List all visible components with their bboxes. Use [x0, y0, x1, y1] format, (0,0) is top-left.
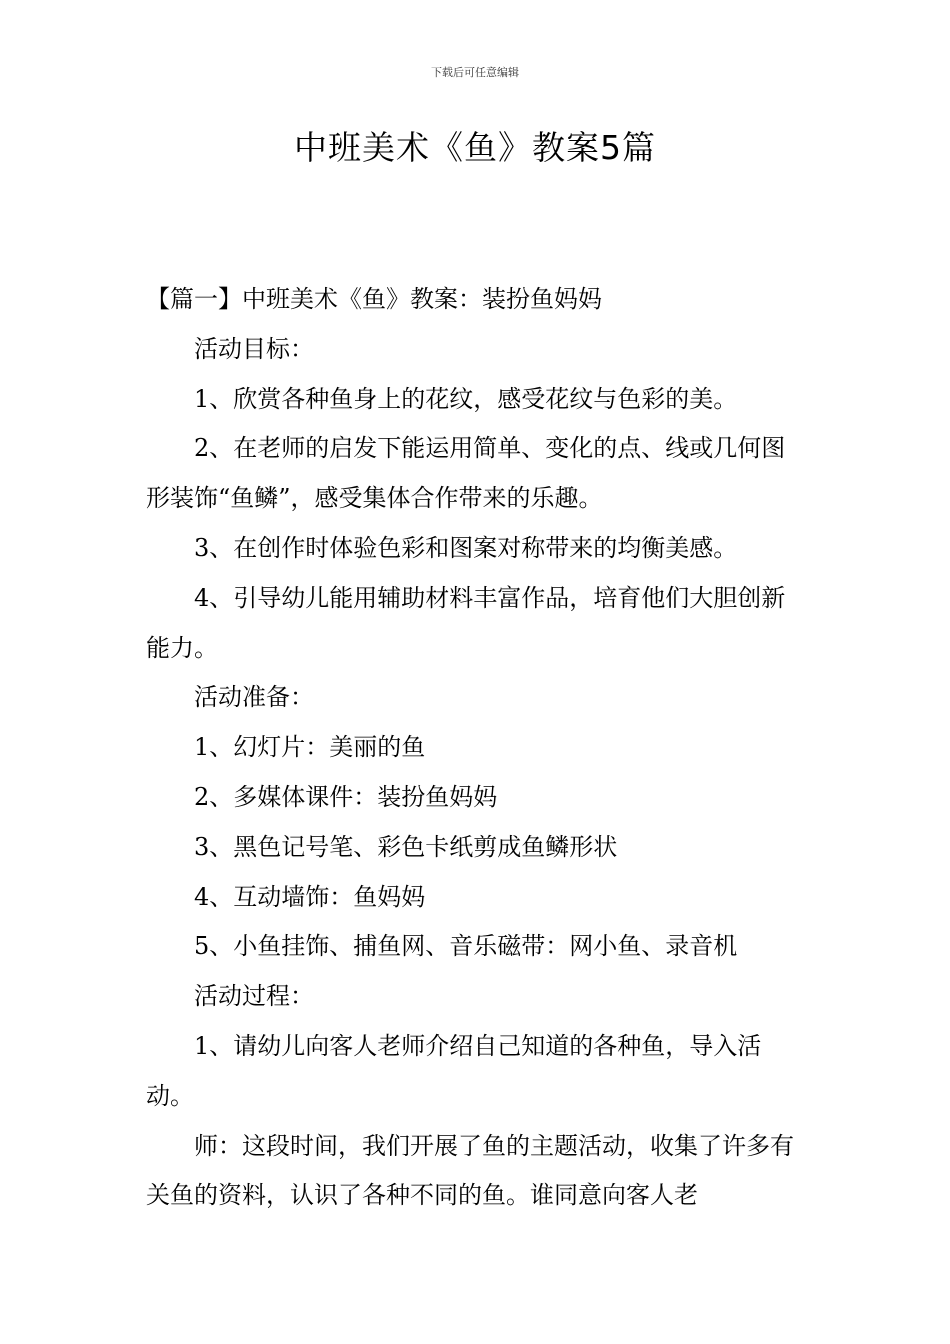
header-note: 下载后可任意编辑 [431, 66, 519, 79]
paragraph: 3、在创作时体验色彩和图案对称带来的均衡美感。 [194, 533, 738, 562]
document-body [146, 275, 806, 1221]
paragraph: 5、小鱼挂饰、捕鱼网、音乐磁带：网小鱼、录音机 [194, 932, 738, 961]
section-heading: 【篇一】中班美术《鱼》教案：装扮鱼妈妈 [146, 285, 602, 313]
paragraph: 师：这段时间，我们开展了鱼的主题活动，收集了许多有关鱼的资料，认识了各种不同的鱼。谁同意向客人老 [146, 1131, 794, 1210]
paragraph: 1、请幼儿向客人老师介绍自己知道的各种鱼，导入活动。 [146, 1031, 762, 1110]
document-title: 中班美术《鱼》教案5篇 [294, 128, 656, 167]
paragraph: 1、欣赏各种鱼身上的花纹，感受花纹与色彩的美。 [194, 384, 738, 413]
paragraph: 活动过程： [194, 982, 314, 1011]
paragraph: 3、黑色记号笔、彩色卡纸剪成鱼鳞形状 [194, 832, 618, 861]
paragraph: 2、在老师的启发下能运用简单、变化的点、线或几何图形装饰“鱼鳞”，感受集体合作带来的乐趣。 [146, 434, 786, 513]
paragraph: 活动目标： [194, 334, 314, 363]
paragraph: 2、多媒体课件：装扮鱼妈妈 [194, 782, 498, 811]
paragraph: 4、引导幼儿能用辅助材料丰富作品，培育他们大胆创新能力。 [146, 583, 786, 662]
paragraph: 活动准备： [194, 683, 314, 712]
paragraph: 4、互动墙饰：鱼妈妈 [194, 882, 426, 911]
paragraph: 1、幻灯片：美丽的鱼 [194, 733, 426, 762]
